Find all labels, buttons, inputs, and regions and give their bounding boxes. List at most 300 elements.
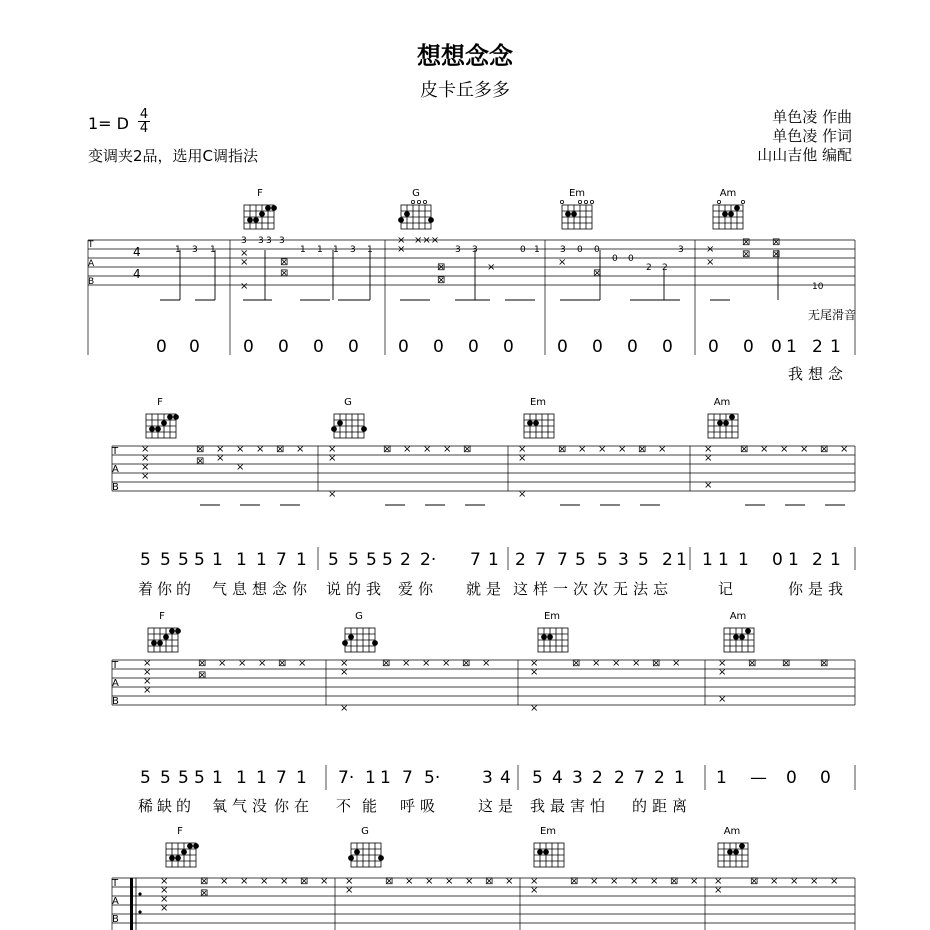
svg-text:×: × — [143, 676, 152, 687]
svg-text:×: × — [328, 444, 337, 455]
note: 2 — [662, 550, 673, 570]
time-signature-top: 4 — [139, 107, 149, 122]
note: 0 — [278, 337, 289, 357]
lyric-char: 一 — [553, 580, 569, 598]
slide-fret: 10 — [812, 282, 824, 292]
note: 1 — [830, 550, 841, 570]
chord-name-em: Em — [529, 397, 547, 408]
note: 1 — [718, 550, 729, 570]
svg-text:⊠: ⊠ — [463, 444, 472, 455]
svg-text:×: × — [650, 876, 659, 887]
lyric-char: 这 — [513, 580, 529, 598]
note: 3 — [618, 550, 629, 570]
svg-text:3: 3 — [258, 236, 264, 246]
svg-text:×: × — [256, 444, 265, 455]
svg-text:A: A — [112, 678, 119, 689]
svg-text:4: 4 — [133, 267, 141, 281]
svg-text:⊠: ⊠ — [278, 658, 287, 669]
note: 1 — [738, 550, 749, 570]
svg-text:⊠: ⊠ — [385, 876, 394, 887]
svg-text:×: × — [216, 444, 225, 455]
svg-text:×: × — [718, 658, 727, 669]
lyric-char: 我 — [366, 580, 382, 598]
svg-text:0: 0 — [612, 254, 618, 264]
svg-text:×: × — [770, 876, 779, 887]
lyric-char: 最 — [550, 797, 566, 815]
svg-text:×: × — [530, 885, 539, 896]
chord-name-g: G — [412, 188, 420, 199]
lyric-char: 缺 — [157, 797, 173, 815]
note: 1 — [256, 550, 267, 570]
svg-text:×: × — [141, 453, 150, 464]
lyric-char: 的 — [632, 797, 648, 815]
svg-text:×: × — [518, 489, 527, 500]
svg-text:×: × — [160, 885, 169, 896]
note: 0 — [771, 337, 782, 357]
svg-text:×: × — [718, 694, 727, 705]
svg-text:×××: ××× — [414, 235, 440, 246]
svg-text:×: × — [840, 444, 849, 455]
note: 5· — [424, 768, 441, 788]
chord-name-em: Em — [539, 826, 557, 837]
note: 0 — [503, 337, 514, 357]
svg-text:×: × — [345, 876, 354, 887]
lyric-char: 怕 — [590, 797, 606, 815]
note: 0 — [786, 768, 797, 788]
lyric-char: 念 — [272, 580, 288, 598]
svg-text:⊠: ⊠ — [196, 456, 205, 467]
svg-text:×: × — [236, 462, 245, 473]
lyric-char: 我 — [530, 797, 546, 815]
note: 7· — [338, 768, 355, 788]
lyric-char: 想 — [252, 580, 268, 598]
lyric-char: 气 — [212, 580, 228, 598]
lyric-char: 爱 — [398, 580, 414, 598]
svg-text:×: × — [403, 444, 412, 455]
svg-text:×: × — [340, 703, 349, 714]
svg-text:×: × — [830, 876, 839, 887]
lyric-char: 这 — [478, 797, 494, 815]
svg-text:⊠: ⊠ — [570, 876, 579, 887]
svg-text:3: 3 — [350, 245, 356, 255]
note: 5 — [366, 550, 377, 570]
svg-text:×: × — [160, 903, 169, 914]
time-signature-bottom: 4 — [139, 121, 149, 136]
svg-text:1: 1 — [317, 245, 323, 255]
note: 1 — [830, 337, 841, 357]
svg-text:⊠: ⊠ — [740, 444, 749, 455]
svg-text:×: × — [706, 244, 715, 255]
chord-name-am: Am — [713, 397, 731, 408]
svg-text:×: × — [143, 685, 152, 696]
svg-text:3: 3 — [241, 236, 247, 246]
svg-text:×: × — [220, 876, 229, 887]
svg-text:T: T — [88, 240, 94, 250]
lyric-char: 说 — [326, 580, 342, 598]
svg-text:⊠: ⊠ — [558, 444, 567, 455]
svg-text:×: × — [790, 876, 799, 887]
svg-text:⊠: ⊠ — [638, 444, 647, 455]
lyric-char: 忘 — [653, 580, 669, 598]
svg-text:⊠: ⊠ — [593, 268, 602, 279]
svg-text:×: × — [630, 876, 639, 887]
svg-text:×: × — [704, 444, 713, 455]
note: 1 — [380, 768, 391, 788]
svg-text:×: × — [216, 453, 225, 464]
svg-text:×: × — [800, 444, 809, 455]
note: 2 — [812, 550, 823, 570]
note: 0 — [743, 337, 754, 357]
svg-text:⊠: ⊠ — [820, 658, 829, 669]
capo-note: 变调夹2品，选用C调指法 — [88, 147, 259, 165]
svg-text:×: × — [405, 876, 414, 887]
note: 5 — [160, 768, 171, 788]
svg-text:×: × — [658, 444, 667, 455]
lyric-char: 气 — [232, 797, 248, 815]
lyric-char: 就 — [466, 580, 482, 598]
lyric-char: 在 — [294, 797, 310, 815]
svg-text:×: × — [518, 453, 527, 464]
note: 1 — [676, 550, 687, 570]
svg-text:0: 0 — [594, 245, 600, 255]
svg-text:×: × — [141, 444, 150, 455]
note: 1 — [365, 768, 376, 788]
lyric-char: 着 — [138, 580, 154, 598]
svg-text:×: × — [397, 235, 406, 246]
svg-text:×: × — [714, 885, 723, 896]
lyric-char: 你 — [292, 580, 308, 598]
svg-text:⊠: ⊠ — [750, 876, 759, 887]
note: 1 — [488, 550, 499, 570]
svg-text:⊠: ⊠ — [652, 658, 661, 669]
note: 4 — [552, 768, 563, 788]
svg-text:⊠: ⊠ — [772, 249, 781, 260]
svg-text:×: × — [690, 876, 699, 887]
svg-text:×: × — [706, 257, 715, 268]
svg-text:×: × — [505, 876, 514, 887]
svg-text:×: × — [530, 703, 539, 714]
svg-text:⊠: ⊠ — [198, 670, 207, 681]
lyric-char: 你 — [788, 580, 804, 598]
svg-text:⊠: ⊠ — [462, 658, 471, 669]
note: 0 — [243, 337, 254, 357]
note: 5 — [532, 768, 543, 788]
svg-text:3: 3 — [560, 245, 566, 255]
svg-text:3: 3 — [455, 245, 461, 255]
svg-text:1: 1 — [367, 245, 373, 255]
svg-text:A: A — [88, 259, 95, 269]
lyric-char: 记 — [718, 580, 734, 598]
svg-text:×: × — [672, 658, 681, 669]
credit-composer: 单色凌 作曲 — [772, 108, 852, 126]
svg-text:×: × — [714, 876, 723, 887]
svg-text:×: × — [340, 667, 349, 678]
lyric-char: 想 — [808, 365, 824, 383]
svg-text:×: × — [598, 444, 607, 455]
svg-text:×: × — [618, 444, 627, 455]
svg-text:⊠: ⊠ — [280, 257, 289, 268]
note: 0 — [662, 337, 673, 357]
lyric-char: 你 — [418, 580, 434, 598]
svg-text:×: × — [612, 658, 621, 669]
note: 2 — [515, 550, 526, 570]
svg-text:⊠: ⊠ — [198, 658, 207, 669]
lyric-char: 是 — [498, 797, 514, 815]
chord-name-f: F — [157, 397, 163, 408]
lyric-char: 没 — [252, 797, 268, 815]
svg-text:×: × — [422, 658, 431, 669]
svg-text:1: 1 — [534, 245, 540, 255]
svg-text:⊠: ⊠ — [276, 444, 285, 455]
svg-text:×: × — [425, 876, 434, 887]
note: 5 — [140, 768, 151, 788]
key-signature: 1= D — [88, 114, 129, 133]
note: 1 — [236, 550, 247, 570]
lyric-char: 吸 — [420, 797, 436, 815]
svg-text:⊠: ⊠ — [485, 876, 494, 887]
song-title: 想想念念 — [417, 42, 513, 70]
lyric-char: 样 — [533, 580, 549, 598]
note: 0 — [313, 337, 324, 357]
lyric-char: 的 — [346, 580, 362, 598]
note: 5 — [194, 550, 205, 570]
chord-name-em: Em — [543, 611, 561, 622]
svg-text:⊠: ⊠ — [280, 268, 289, 279]
lyric-char: 息 — [232, 580, 248, 598]
note: 2 — [812, 337, 823, 357]
note: 1 — [674, 768, 685, 788]
svg-text:×: × — [238, 658, 247, 669]
svg-text:3: 3 — [279, 236, 285, 246]
svg-text:×: × — [397, 244, 406, 255]
note: 5 — [140, 550, 151, 570]
svg-text:×: × — [240, 281, 249, 292]
note: 1 — [212, 550, 223, 570]
lyric-char: 我 — [828, 580, 844, 598]
svg-text:×: × — [592, 658, 601, 669]
svg-text:⊠: ⊠ — [437, 262, 446, 273]
note: 5 — [575, 550, 586, 570]
note: 5 — [638, 550, 649, 570]
svg-text:⊠: ⊠ — [742, 237, 751, 248]
song-artist: 皮卡丘多多 — [420, 80, 510, 101]
lyric-char: 氧 — [212, 797, 228, 815]
svg-text:×: × — [530, 658, 539, 669]
note: 5 — [382, 550, 393, 570]
note: 2 — [614, 768, 625, 788]
svg-text:⊠: ⊠ — [437, 275, 446, 286]
chord-name-g: G — [355, 611, 363, 622]
credit-arranger: 山山吉他 编配 — [757, 146, 852, 164]
svg-text:×: × — [482, 658, 491, 669]
note: 0 — [189, 337, 200, 357]
chord-name-am: Am — [719, 188, 737, 199]
svg-text:×: × — [487, 262, 496, 273]
svg-text:×: × — [143, 658, 152, 669]
svg-text:×: × — [260, 876, 269, 887]
svg-text:0: 0 — [577, 245, 583, 255]
svg-text:×: × — [236, 444, 245, 455]
note: 0 — [348, 337, 359, 357]
note: 7 — [557, 550, 568, 570]
note: 1 — [788, 550, 799, 570]
lyric-char: 呼 — [400, 797, 416, 815]
note: 0 — [592, 337, 603, 357]
note: 7 — [470, 550, 481, 570]
note: 0 — [468, 337, 479, 357]
note: 0 — [627, 337, 638, 357]
svg-text:×: × — [296, 444, 305, 455]
lyric-char: 念 — [828, 365, 844, 383]
lyric-char: 离 — [672, 797, 688, 815]
note: 0 — [820, 768, 831, 788]
note: 2 — [400, 550, 411, 570]
note: 1 — [256, 768, 267, 788]
svg-text:×: × — [345, 885, 354, 896]
svg-text:×: × — [518, 444, 527, 455]
lyric-char: 距 — [652, 797, 668, 815]
svg-text:×: × — [530, 876, 539, 887]
note: 2 — [654, 768, 665, 788]
svg-text:⊠: ⊠ — [200, 876, 209, 887]
svg-text:⊠: ⊠ — [772, 237, 781, 248]
svg-text:×: × — [160, 876, 169, 887]
svg-text:⊠: ⊠ — [748, 658, 757, 669]
credit-lyricist: 单色凌 作词 — [772, 127, 852, 145]
lyric-char: 法 — [633, 580, 649, 598]
chord-name-f: F — [159, 611, 165, 622]
svg-text:×: × — [632, 658, 641, 669]
note: 1 — [296, 550, 307, 570]
note: 5 — [160, 550, 171, 570]
svg-text:×: × — [465, 876, 474, 887]
svg-text:T: T — [112, 660, 119, 671]
svg-text:⊠: ⊠ — [820, 444, 829, 455]
note: 0 — [433, 337, 444, 357]
svg-text:×: × — [704, 453, 713, 464]
lyric-char: 我 — [788, 365, 804, 383]
svg-text:×: × — [141, 462, 150, 473]
svg-text:3: 3 — [192, 245, 198, 255]
svg-text:1: 1 — [300, 245, 306, 255]
lyric-char: 稀 — [138, 797, 154, 815]
svg-text:⊠: ⊠ — [782, 658, 791, 669]
lyric-char: 不 — [336, 797, 352, 815]
note: 7 — [535, 550, 546, 570]
note: 3 — [482, 768, 493, 788]
note: 1 — [702, 550, 713, 570]
svg-text:×: × — [780, 444, 789, 455]
lyric-char: 是 — [486, 580, 502, 598]
note: 4 — [500, 768, 511, 788]
note: 3 — [572, 768, 583, 788]
lyric-char: 能 — [362, 797, 378, 815]
note: — — [750, 768, 767, 788]
svg-text:⊠: ⊠ — [300, 876, 309, 887]
svg-text:2: 2 — [662, 263, 668, 273]
svg-text:×: × — [443, 444, 452, 455]
svg-text:⊠: ⊠ — [382, 658, 391, 669]
note: 7 — [276, 550, 287, 570]
lyric-char: 你 — [274, 797, 290, 815]
chord-name-f: F — [177, 826, 183, 837]
svg-text:×: × — [610, 876, 619, 887]
svg-text:1: 1 — [175, 245, 181, 255]
svg-text:⊠: ⊠ — [572, 658, 581, 669]
svg-text:⊠: ⊠ — [196, 444, 205, 455]
chord-name-em: Em — [568, 188, 586, 199]
svg-text:×: × — [258, 658, 267, 669]
note: 1 — [296, 768, 307, 788]
svg-text:×: × — [328, 453, 337, 464]
svg-text:×: × — [240, 876, 249, 887]
svg-text:1: 1 — [333, 245, 339, 255]
svg-text:⊠: ⊠ — [670, 876, 679, 887]
lyric-char: 次 — [593, 580, 609, 598]
svg-text:⊠: ⊠ — [200, 888, 209, 899]
svg-text:×: × — [530, 667, 539, 678]
svg-text:0: 0 — [520, 245, 526, 255]
svg-text:4: 4 — [133, 245, 141, 259]
svg-text:B: B — [112, 696, 119, 707]
lyric-char: 害 — [570, 797, 586, 815]
svg-text:×: × — [320, 876, 329, 887]
svg-text:×: × — [442, 658, 451, 669]
svg-text:×: × — [590, 876, 599, 887]
chord-name-f: F — [257, 188, 263, 199]
svg-text:⊠: ⊠ — [742, 249, 751, 260]
svg-text:×: × — [240, 248, 249, 259]
note: 5 — [328, 550, 339, 570]
note: 5 — [178, 768, 189, 788]
svg-text:×: × — [340, 658, 349, 669]
lyric-char: 是 — [808, 580, 824, 598]
note: 2· — [420, 550, 437, 570]
svg-text:1: 1 — [210, 245, 216, 255]
svg-text:×: × — [298, 658, 307, 669]
lyric-char: 的 — [176, 580, 192, 598]
note: 5 — [597, 550, 608, 570]
svg-text:T: T — [112, 446, 119, 457]
lyric-char: 无 — [613, 580, 629, 598]
note: 1 — [212, 768, 223, 788]
svg-text:×: × — [760, 444, 769, 455]
svg-text:2: 2 — [646, 263, 652, 273]
svg-text:3: 3 — [266, 236, 272, 246]
note: 0 — [156, 337, 167, 357]
svg-text:⊠: ⊠ — [383, 444, 392, 455]
note: 5 — [348, 550, 359, 570]
note: 0 — [557, 337, 568, 357]
note: 1 — [786, 337, 797, 357]
svg-text:B: B — [112, 482, 119, 493]
svg-text:×: × — [578, 444, 587, 455]
note: 1 — [236, 768, 247, 788]
note: 0 — [772, 550, 783, 570]
svg-text:×: × — [141, 471, 150, 482]
svg-text:×: × — [558, 257, 567, 268]
lyric-char: 你 — [157, 580, 173, 598]
svg-text:T: T — [112, 878, 119, 889]
chord-name-g: G — [361, 826, 369, 837]
svg-text:×: × — [328, 489, 337, 500]
note: 7 — [402, 768, 413, 788]
chord-name-g: G — [344, 397, 352, 408]
chord-name-am: Am — [729, 611, 747, 622]
note: 1 — [716, 768, 727, 788]
svg-text:×: × — [718, 667, 727, 678]
chord-name-am: Am — [723, 826, 741, 837]
